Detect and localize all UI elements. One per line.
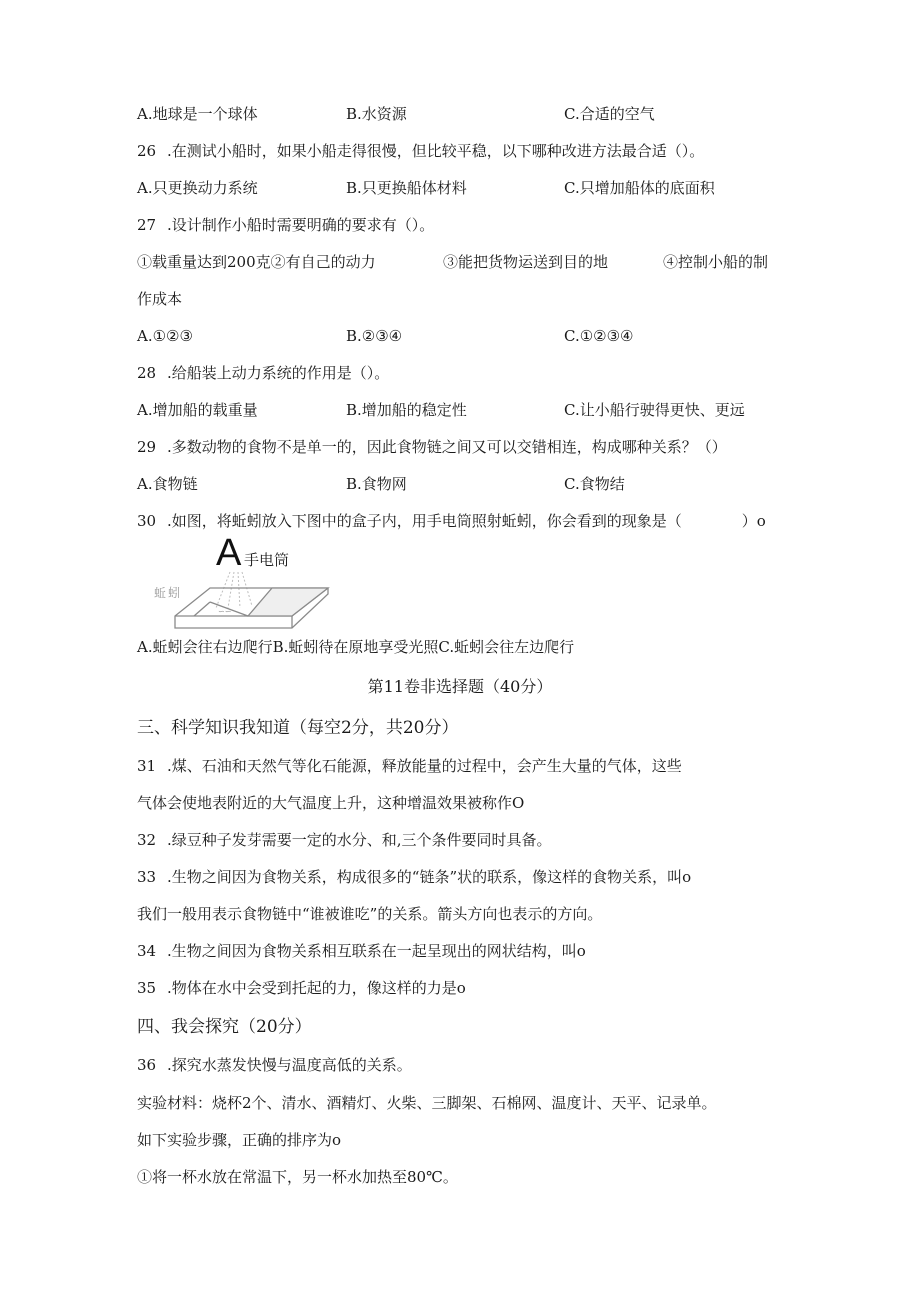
question-text: .探究水蒸发快慢与温度高低的关系。 [167, 1056, 412, 1074]
q29-option-a[interactable]: A.食物链 [137, 475, 198, 493]
question-27 [137, 215, 434, 235]
question-number: 28 [137, 364, 157, 382]
question-number: 30 [137, 512, 157, 530]
question-text: .如图，将蚯蚓放入下图中的盒子内，用手电筒照射蚯蚓，你会看到的现象是（ [167, 512, 682, 530]
question-number: 27 [137, 216, 157, 234]
question-text: .物体在水中会受到托起的力，像这样的力是o [167, 979, 466, 997]
question-number: 32 [137, 831, 157, 849]
q27-item-4: ④控制小船的制 [663, 253, 769, 271]
worm-box-figure [150, 532, 340, 644]
question-number: 36 [137, 1056, 157, 1074]
box-drawing [150, 532, 340, 644]
q27-option-c[interactable]: C.①②③④ [564, 327, 634, 345]
section3-title: 三、科学知识我知道（每空2分，共20分） [137, 718, 459, 738]
question-text: .绿豆种子发芽需要一定的水分、和,三个条件要同时具备。 [167, 831, 552, 849]
question-text: .生物之间因为食物关系相互联系在一起呈现出的网状结构，叫o [167, 942, 586, 960]
section4-title: 四、我会探究（20分） [137, 1017, 312, 1037]
figure-big-letter: A [216, 532, 242, 574]
question-35 [137, 978, 466, 998]
q27-option-a[interactable]: A.①②③ [137, 327, 193, 345]
question-text-end: ）o [741, 512, 766, 530]
q33-continued: 我们一般用表示食物链中“谁被谁吃”的关系。箭头方向也表示的方向。 [137, 905, 603, 923]
question-32 [137, 830, 552, 850]
q29-option-b[interactable]: B.食物网 [346, 475, 407, 493]
flashlight-label: 手电筒 [244, 551, 290, 569]
question-28 [137, 363, 389, 383]
question-text: .生物之间因为食物关系，构成很多的“链条”状的联系，像这样的食物关系，叫o [167, 868, 692, 886]
q25-option-a[interactable]: A.地球是一个球体 [137, 105, 258, 123]
q31-continued: 气体会使地表附近的大气温度上升，这种增温效果被称作O [137, 794, 525, 812]
q26-option-a[interactable]: A.只更换动力系统 [137, 179, 258, 197]
q30-options[interactable]: A.蚯蚓会往右边爬行B.蚯蚓待在原地享受光照C.蚯蚓会往左边爬行 [137, 638, 575, 656]
question-number: 33 [137, 868, 157, 886]
q25-option-c[interactable]: C.合适的空气 [564, 105, 655, 123]
question-number: 35 [137, 979, 157, 997]
q27-option-b[interactable]: B.②③④ [346, 327, 403, 345]
q36-materials: 实验材料：烧杯2个、清水、酒精灯、火柴、三脚架、石棉网、温度计、天平、记录单。 [137, 1094, 717, 1112]
question-31 [137, 756, 682, 776]
q27-item-1-2: ①载重量达到200克②有自己的动力 [137, 253, 376, 271]
light-rays-icon [216, 572, 252, 608]
q29-option-c[interactable]: C.食物结 [564, 475, 625, 493]
question-26 [137, 141, 704, 161]
q25-option-b[interactable]: B.水资源 [346, 105, 407, 123]
box-outline-icon [175, 588, 328, 628]
question-number: 26 [137, 142, 157, 160]
question-30 [137, 511, 766, 531]
q27-item-3: ③能把货物运送到目的地 [443, 253, 609, 271]
svg-text:∽∽: ∽∽ [218, 607, 232, 616]
question-text: .在测试小船时，如果小船走得很慢，但比较平稳，以下哪种改进方法最合适（）。 [167, 142, 705, 160]
question-number: 29 [137, 438, 157, 456]
question-text: .给船装上动力系统的作用是（）。 [167, 364, 390, 382]
question-number: 31 [137, 757, 157, 775]
question-34 [137, 941, 586, 961]
question-29 [137, 437, 727, 457]
q26-option-b[interactable]: B.只更换船体材料 [346, 179, 467, 197]
question-number: 34 [137, 942, 157, 960]
question-36 [137, 1055, 412, 1075]
q28-option-a[interactable]: A.增加船的载重量 [137, 401, 258, 419]
q27-items-continued: 作成本 [137, 290, 183, 308]
question-text: .煤、石油和天然气等化石能源，释放能量的过程中，会产生大量的气体，这些 [167, 757, 682, 775]
question-33 [137, 867, 691, 887]
part2-title: 第11卷非选择题（40分） [367, 677, 553, 696]
q36-steps-intro: 如下实验步骤，正确的排序为o [137, 1131, 342, 1149]
q28-option-c[interactable]: C.让小船行驶得更快、更远 [564, 401, 745, 419]
question-text: .多数动物的食物不是单一的，因此食物链之间又可以交错相连，构成哪种关系？（） [167, 438, 727, 456]
q36-step-1: ①将一杯水放在常温下，另一杯水加热至80℃。 [137, 1168, 458, 1186]
q28-option-b[interactable]: B.增加船的稳定性 [346, 401, 467, 419]
q26-option-c[interactable]: C.只增加船体的底面积 [564, 179, 715, 197]
worm-label: 蚯蚓 [154, 586, 183, 600]
question-text: .设计制作小船时需要明确的要求有（）。 [167, 216, 435, 234]
